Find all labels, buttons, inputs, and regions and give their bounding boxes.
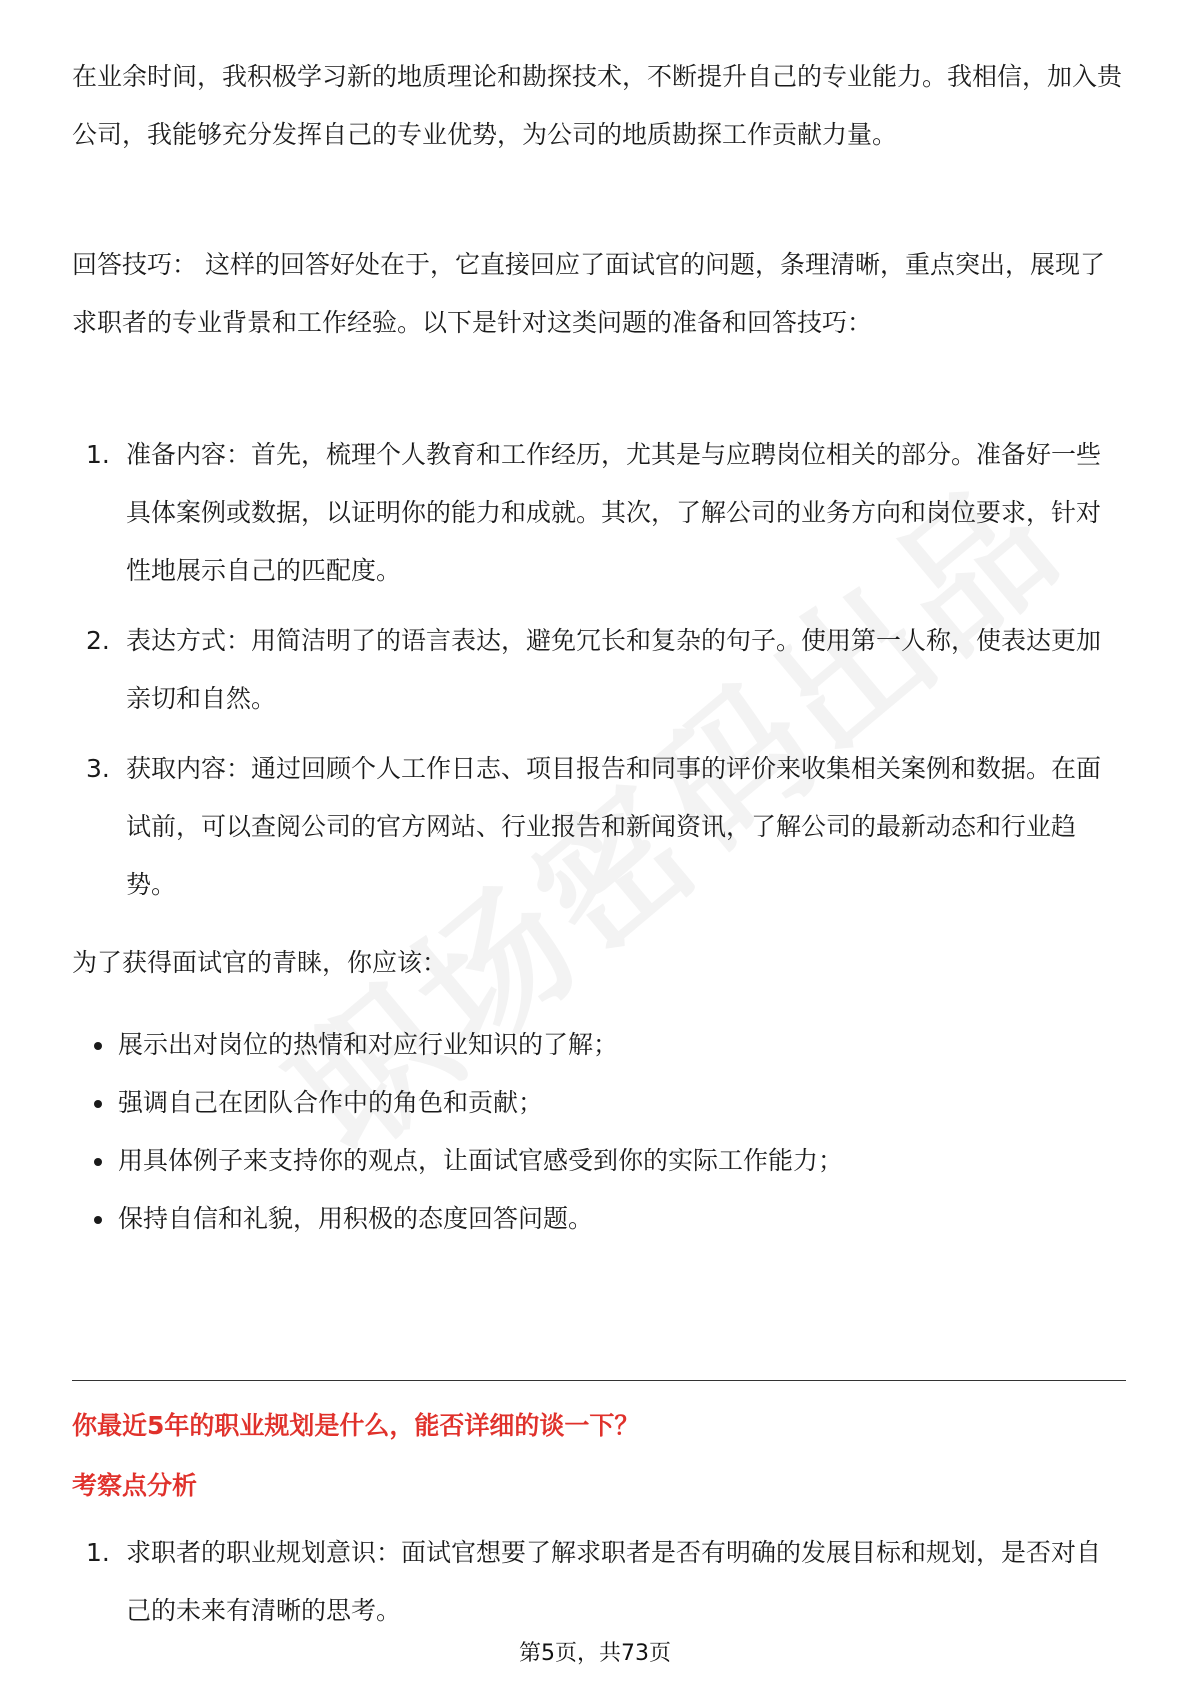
bullet-text: 用具体例子来支持你的观点，让面试官感受到你的实际工作能力；: [118, 1146, 844, 1175]
section-divider: [72, 1380, 1126, 1381]
list-item-number: 3.: [86, 754, 110, 783]
intro-paragraph: 在业余时间，我积极学习新的地质理论和勘探技术，不断提升自己的专业能力。我相信，加入贵公司，我能够充分发挥自己的专业优势，为公司的地质勘探工作贡献力量。: [72, 62, 1123, 149]
bullet-item: [72, 1132, 1112, 1190]
numbered-tips-list: [80, 426, 1120, 914]
bullet-item: [72, 1190, 1112, 1248]
question-heading: 你最近5年的职业规划是什么，能否详细的谈一下？: [72, 1411, 640, 1440]
page-footer: 第5页，共73页: [519, 1641, 671, 1666]
bullet-text: 保持自信和礼貌，用积极的态度回答问题。: [118, 1204, 594, 1233]
list-item-number: 1.: [86, 440, 110, 469]
tips-paragraph: 回答技巧： 这样的回答好处在于，它直接回应了面试官的问题，条理清晰，重点突出，展现了求职者的专业背景和工作经验。以下是针对这类问题的准备和回答技巧：: [72, 250, 1105, 337]
bullet-dot-icon: [94, 1216, 102, 1224]
analysis-list: [80, 1524, 1120, 1640]
bullet-text: 展示出对岗位的热情和对应行业知识的了解；: [118, 1030, 619, 1059]
list-item-text: 求职者的职业规划意识：面试官想要了解求职者是否有明确的发展目标和规划，是否对自己的未来有清晰的思考。: [126, 1538, 1102, 1625]
bullet-text: 强调自己在团队合作中的角色和贡献；: [118, 1088, 544, 1117]
analysis-heading: 考察点分析: [72, 1471, 198, 1500]
list-item-number: 2.: [86, 626, 110, 655]
favor-intro: 为了获得面试官的青睐，你应该：: [72, 948, 448, 977]
list-item-text: 获取内容：通过回顾个人工作日志、项目报告和同事的评价来收集相关案例和数据。在面试前，可以查阅公司的官方网站、行业报告和新闻资讯，了解公司的最新动态和行业趋势。: [126, 754, 1102, 899]
bullet-dot-icon: [94, 1042, 102, 1050]
bullet-dot-icon: [94, 1100, 102, 1108]
bullet-item: [72, 1016, 1112, 1074]
list-item: [80, 426, 1120, 600]
list-item: [80, 740, 1120, 914]
list-item-number: 1.: [86, 1538, 110, 1567]
bullet-item: [72, 1074, 1112, 1132]
list-item: [80, 612, 1120, 728]
bullet-list: [72, 1016, 1112, 1248]
list-item: [80, 1524, 1120, 1640]
list-item-text: 准备内容：首先，梳理个人教育和工作经历，尤其是与应聘岗位相关的部分。准备好一些具体案例或数据，以证明你的能力和成就。其次，了解公司的业务方向和岗位要求，针对性地展示自己的匹配度。: [126, 440, 1102, 585]
bullet-dot-icon: [94, 1158, 102, 1166]
list-item-text: 表达方式：用简洁明了的语言表达，避免冗长和复杂的句子。使用第一人称，使表达更加亲切和自然。: [126, 626, 1102, 713]
